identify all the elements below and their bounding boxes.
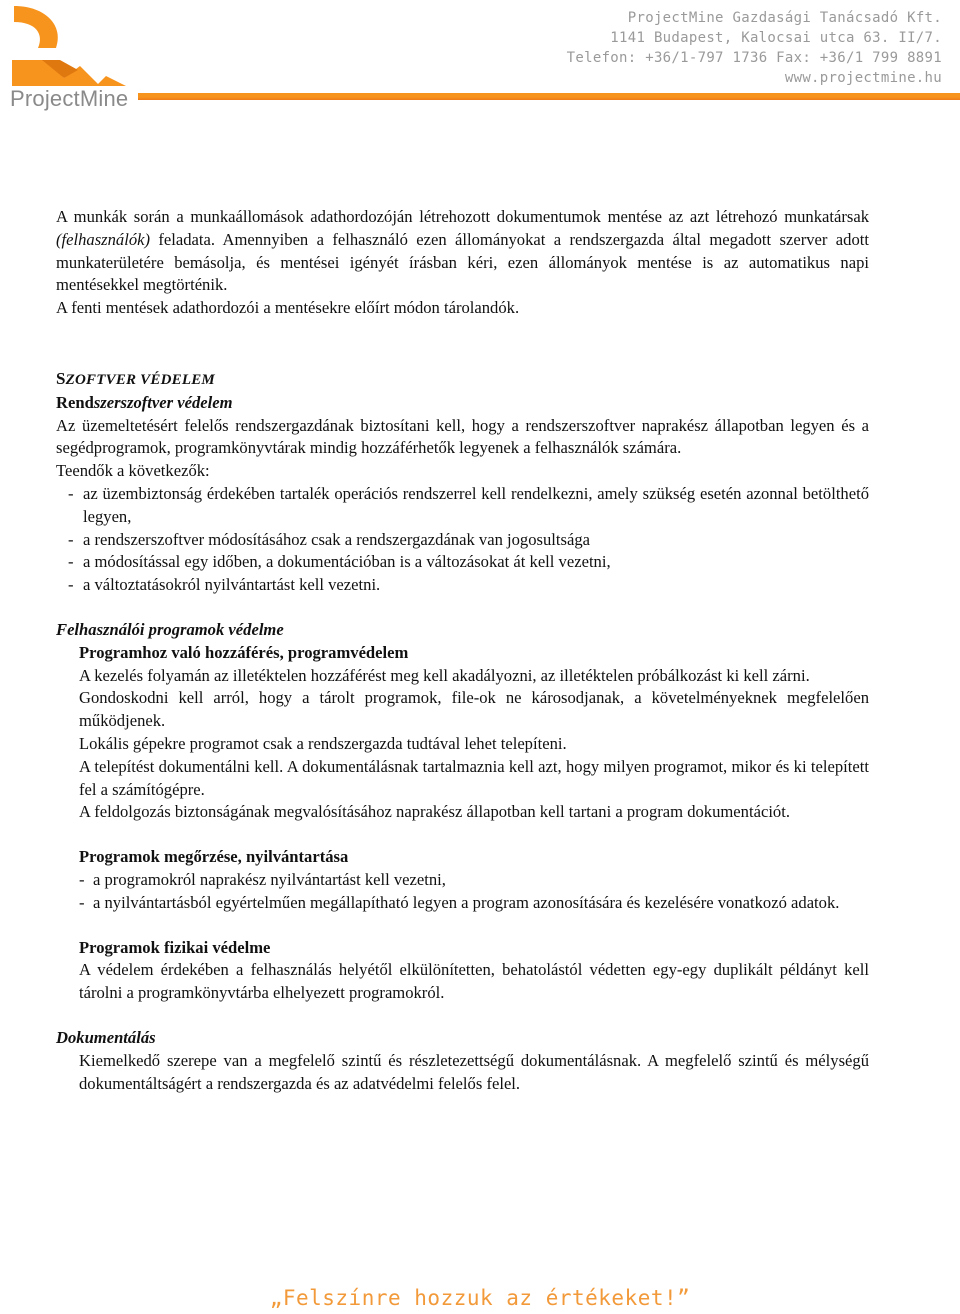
- physical-section: [79, 937, 869, 1005]
- physical-subheading: Programok fizikai védelme: [79, 937, 271, 957]
- list-item: [56, 574, 869, 597]
- access-paragraph: Gondoskodni kell arról, hogy a tárolt programok, file-ok ne károsodjanak, a követelményeknek megfelelően működjenek.: [79, 688, 869, 731]
- documentation-heading: Dokumentálás: [56, 1027, 156, 1047]
- subheading-roman: Rend: [56, 392, 94, 412]
- list-item-text: az üzembiztonság érdekében tartalék operációs rendszerrel kell rendelkezni, amely szükség esetén azonnal betölthető legyen,: [83, 483, 869, 526]
- user-programs-section: [79, 642, 869, 869]
- subheading-italic: szerszoftver védelem: [93, 392, 233, 412]
- access-paragraph: A feldolgozás biztonságának megvalósításához naprakész állapotban kell tartani a program dokumentációt.: [79, 802, 790, 822]
- list-item: [56, 892, 869, 915]
- intro-paragraph: [56, 206, 869, 297]
- storage-list: [56, 869, 869, 915]
- heading-initial: S: [56, 368, 66, 388]
- dash-bullet: -: [79, 869, 85, 889]
- document-body: [56, 206, 869, 1095]
- dash-bullet: -: [68, 575, 74, 595]
- list-item-text: a módosítással egy időben, a dokumentációban is a változásokat át kell vezetni,: [83, 552, 611, 572]
- access-paragraph: A kezelés folyamán az illetéktelen hozzáférést meg kell akadályozni, az illetéktelen próbálkozást ki kell zárni.: [79, 665, 810, 685]
- page-header: [0, 0, 960, 120]
- tasks-label: Teendők a következők:: [56, 461, 210, 481]
- tasks-list: [56, 483, 869, 597]
- list-item-text: a változtatásokról nyilvántartást kell vezetni.: [83, 575, 381, 595]
- dash-bullet: -: [68, 483, 74, 503]
- logo-text: ProjectMine: [10, 86, 129, 111]
- access-paragraph: Lokális gépekre programot csak a rendszergazda tudtával lehet telepíteni.: [79, 733, 567, 753]
- company-phone-fax: Telefon: +36/1-797 1736 Fax: +36/1 799 8891: [566, 50, 942, 66]
- list-item-text: a rendszerszoftver módosításához csak a rendszergazdának van jogosultsága: [83, 529, 590, 549]
- header-divider: [138, 93, 960, 100]
- system-software-subheading: [56, 392, 869, 415]
- intro-text-a: A munkák során a munkaállomások adathordozóján létrehozott dokumentumok mentése az azt létrehozó munkatársak: [56, 207, 869, 226]
- heading-rest: ZOFTVER VÉDELEM: [65, 371, 215, 388]
- software-protection-heading: [56, 368, 869, 392]
- list-item-text: a programokról naprakész nyilvántartást kell vezetni,: [93, 869, 446, 889]
- user-programs-heading: Felhasználói programok védelme: [56, 619, 284, 639]
- system-software-paragraph: Az üzemeltetésért felelős rendszergazdának biztosítani kell, hogy a rendszerszoftver naprakész állapotban legyen és a segédprogramok, programkönyvtárak mindig hozzáférhetők legyenek a felhasználók számára.: [56, 415, 869, 458]
- footer-slogan: „Felszínre hozzuk az értékeket!”: [269, 1286, 691, 1310]
- intro-text-em: (felhasználók): [56, 229, 151, 249]
- list-item-text: a nyilvántartásból egyértelműen megállapítható legyen a program azonosítására és kezelésére vonatkozó adatok.: [93, 892, 840, 912]
- documentation-section: [79, 1050, 869, 1096]
- list-item: [56, 551, 869, 574]
- access-paragraph: A telepítést dokumentálni kell. A dokumentálásnak tartalmaznia kell azt, hogy milyen programot, mikor és ki telepített fel a számítógépre.: [79, 756, 869, 799]
- company-website[interactable]: www.projectmine.hu: [784, 70, 942, 86]
- list-item: [56, 869, 869, 892]
- list-item: [56, 483, 869, 529]
- dash-bullet: -: [79, 892, 85, 912]
- access-subheading: Programhoz való hozzáférés, programvédelem: [79, 642, 409, 662]
- logo-mark-upper: [14, 6, 58, 48]
- documentation-paragraph: Kiemelkedő szerepe van a megfelelő szintű és részletezettségű dokumentálásnak. A megfelelő szintű és mélységű dokumentáltságért a rendszergazda és az adatvédelmi felelős felel.: [79, 1050, 869, 1093]
- storage-subheading: Programok megőrzése, nyilvántartása: [79, 847, 349, 867]
- company-address: 1141 Budapest, Kalocsai utca 63. II/7.: [610, 30, 942, 46]
- dash-bullet: -: [68, 552, 74, 572]
- list-item: [56, 529, 869, 552]
- physical-paragraph: A védelem érdekében a felhasználás helyétől elkülönítetten, behatolástól védetten egy-egy duplikált példányt kell tárolni a programkönyvtárba elhelyezett programokról.: [79, 960, 869, 1003]
- dash-bullet: -: [68, 529, 74, 549]
- intro-storage-note: A fenti mentések adathordozói a mentésekre előírt módon tárolandók.: [56, 298, 520, 318]
- intro-text-b: feladata. Amennyiben a felhasználó ezen állományokat a rendszergazda által megadott szerver adott munkaterületére bemásolja, és mentései igényét írásban kéri, ezen állományok mentése is az automatikus napi mentésekkel megtörténik.: [56, 229, 869, 295]
- company-info: [567, 8, 942, 88]
- company-name: ProjectMine Gazdasági Tanácsadó Kft.: [627, 10, 942, 26]
